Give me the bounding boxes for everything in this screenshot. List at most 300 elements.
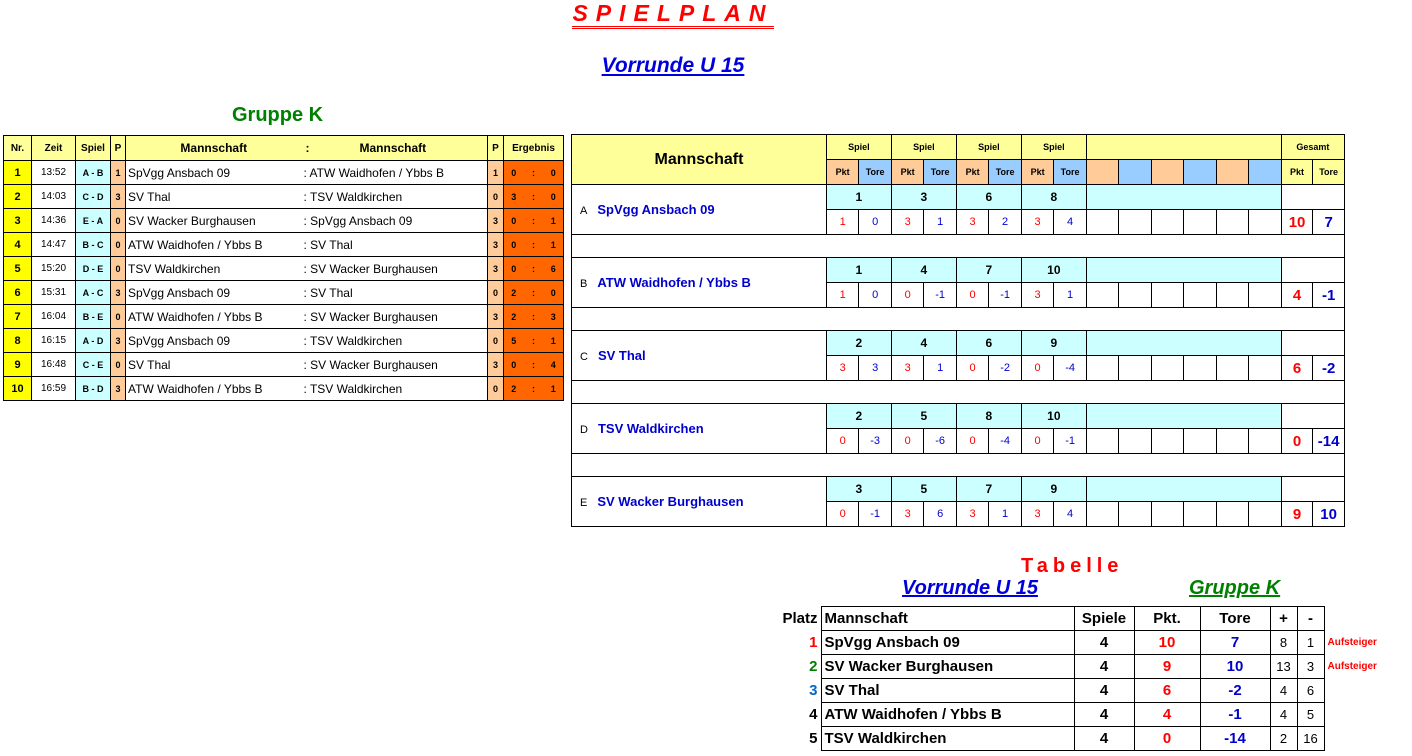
standings-team: SpVgg Ansbach 09 <box>821 631 1074 655</box>
result-points: 3 <box>1021 283 1053 308</box>
match-number: 6 <box>4 281 32 305</box>
standings-minus: 1 <box>1297 631 1324 655</box>
total-points: 10 <box>1281 210 1312 235</box>
matrix-total-header-blank <box>1281 185 1344 210</box>
home-team: TSV Waldkirchen <box>126 257 302 281</box>
standings-subtitle: Vorrunde U 15 <box>902 577 1038 599</box>
game-number: 5 <box>891 477 956 502</box>
matrix-empty-games <box>1086 185 1281 210</box>
standings-plus: 8 <box>1270 631 1297 655</box>
home-team: ATW Waidhofen / Ybbs B <box>126 305 302 329</box>
matrix-total-header-blank <box>1281 404 1344 429</box>
result-points: 3 <box>1021 502 1053 527</box>
game-number: 1 <box>826 258 891 283</box>
result-points: 1 <box>826 210 858 235</box>
game-number: 5 <box>891 404 956 429</box>
result-goals: -1 <box>989 283 1022 308</box>
home-team: SpVgg Ansbach 09 <box>126 161 302 185</box>
matrix-empty-result <box>1119 283 1151 308</box>
matrix-empty-result <box>1216 356 1248 381</box>
match-pairing: C - D <box>76 185 111 209</box>
matrix-team-cell <box>572 404 827 454</box>
result-points: 0 <box>956 356 988 381</box>
standings-spiele: 4 <box>1074 655 1134 679</box>
standings-note: Aufsteiger <box>1327 661 1377 672</box>
standings-platz: 2 <box>809 658 818 675</box>
team-letter: D <box>580 424 588 436</box>
match-time: 13:52 <box>32 161 76 185</box>
team-name: TSV Waldkirchen <box>597 421 704 436</box>
standings-header-minus: - <box>1297 607 1324 631</box>
match-pairing: C - E <box>76 353 111 377</box>
away-goals: 1 <box>544 377 564 401</box>
matrix-empty-result <box>1249 210 1282 235</box>
standings-pkt: 9 <box>1134 655 1200 679</box>
result-goals: 1 <box>1054 283 1087 308</box>
score-separator: : <box>524 185 544 209</box>
standings-tore: 7 <box>1200 631 1270 655</box>
standings-plus: 4 <box>1270 679 1297 703</box>
away-points: 3 <box>488 209 504 233</box>
away-points: 0 <box>488 185 504 209</box>
standings-header-platz: Platz <box>782 610 818 627</box>
matrix-empty-games <box>1086 331 1281 356</box>
game-number: 4 <box>891 331 956 356</box>
matrix-spacer-row <box>572 235 1345 258</box>
match-pairing: D - E <box>76 257 111 281</box>
matrix-empty-result <box>1151 429 1183 454</box>
total-points: 4 <box>1281 283 1312 308</box>
matrix-team-games-row <box>572 258 1345 283</box>
match-pairing: B - C <box>76 233 111 257</box>
game-number: 7 <box>956 258 1021 283</box>
matrix-spacer-cell <box>572 308 1345 331</box>
matrix-header-mannschaft: Mannschaft <box>572 135 827 185</box>
result-points: 0 <box>891 283 923 308</box>
away-points: 3 <box>488 257 504 281</box>
match-time: 15:20 <box>32 257 76 281</box>
away-team: : ATW Waidhofen / Ybbs B <box>302 161 488 185</box>
standings-group: Gruppe K <box>1189 577 1281 599</box>
match-time: 16:48 <box>32 353 76 377</box>
matrix-subheader-empty-tore <box>1119 160 1151 185</box>
result-points: 0 <box>891 429 923 454</box>
home-goals: 0 <box>504 257 524 281</box>
result-goals: 0 <box>859 210 892 235</box>
standings-team: TSV Waldkirchen <box>821 727 1074 751</box>
total-points: 6 <box>1281 356 1312 381</box>
result-goals: -4 <box>1054 356 1087 381</box>
result-points: 0 <box>956 429 988 454</box>
away-points: 3 <box>488 233 504 257</box>
schedule-row <box>4 329 564 353</box>
result-goals: 3 <box>859 356 892 381</box>
matrix-team-games-row <box>572 404 1345 429</box>
home-points: 3 <box>111 281 126 305</box>
schedule-header-row <box>4 136 564 161</box>
matrix-empty-result <box>1249 356 1282 381</box>
standings-minus: 3 <box>1297 655 1324 679</box>
result-goals: -6 <box>924 429 957 454</box>
matrix-empty-games <box>1086 404 1281 429</box>
result-goals: -4 <box>989 429 1022 454</box>
away-team: : TSV Waldkirchen <box>302 377 488 401</box>
match-pairing: A - B <box>76 161 111 185</box>
schedule-row <box>4 209 564 233</box>
matrix-subheader-pkt: Pkt <box>956 160 988 185</box>
matrix-empty-result <box>1119 502 1151 527</box>
team-name: SV Thal <box>597 348 646 363</box>
matrix-subheader-tore: Tore <box>1054 160 1087 185</box>
result-goals: 4 <box>1054 210 1087 235</box>
home-team: ATW Waidhofen / Ybbs B <box>126 377 302 401</box>
away-points: 0 <box>488 329 504 353</box>
away-team: : TSV Waldkirchen <box>302 329 488 353</box>
matrix-subheader-tore: Tore <box>859 160 892 185</box>
total-goals: 7 <box>1313 210 1345 235</box>
matrix-empty-result <box>1216 210 1248 235</box>
game-number: 10 <box>1021 404 1086 429</box>
standings-row <box>776 631 1412 655</box>
match-time: 16:15 <box>32 329 76 353</box>
result-points: 0 <box>956 283 988 308</box>
home-points: 0 <box>111 233 126 257</box>
matrix-empty-result <box>1184 356 1216 381</box>
matrix-total-header-blank <box>1281 258 1344 283</box>
col-header-p2: P <box>488 136 504 161</box>
match-pairing: B - D <box>76 377 111 401</box>
match-number: 4 <box>4 233 32 257</box>
result-goals: 1 <box>924 356 957 381</box>
result-goals: -1 <box>859 502 892 527</box>
total-goals: -14 <box>1313 429 1345 454</box>
matrix-empty-result <box>1086 210 1118 235</box>
standings-platz: 1 <box>809 634 818 651</box>
matrix-header-spiel-1: Spiel <box>826 135 891 160</box>
standings-team: SV Thal <box>821 679 1074 703</box>
matrix-empty-result <box>1184 210 1216 235</box>
standings-table <box>776 606 1412 751</box>
matrix-empty-result <box>1184 283 1216 308</box>
total-goals: -1 <box>1313 283 1345 308</box>
schedule-row <box>4 233 564 257</box>
match-number: 5 <box>4 257 32 281</box>
standings-tore: -2 <box>1200 679 1270 703</box>
home-team: SpVgg Ansbach 09 <box>126 281 302 305</box>
team-letter: C <box>580 351 588 363</box>
matrix-subheader-empty-tore <box>1249 160 1282 185</box>
standings-spiele: 4 <box>1074 631 1134 655</box>
result-points: 3 <box>956 210 988 235</box>
score-separator: : <box>524 377 544 401</box>
result-goals: -3 <box>859 429 892 454</box>
game-number: 7 <box>956 477 1021 502</box>
col-header-zeit: Zeit <box>32 136 76 161</box>
away-team: : SV Wacker Burghausen <box>302 353 488 377</box>
matrix-empty-result <box>1119 210 1151 235</box>
matrix-team-cell <box>572 477 827 527</box>
score-separator: : <box>524 281 544 305</box>
matrix-empty-result <box>1249 429 1282 454</box>
result-points: 0 <box>826 502 858 527</box>
result-points: 3 <box>891 210 923 235</box>
total-goals: -2 <box>1313 356 1345 381</box>
home-points: 0 <box>111 257 126 281</box>
away-team: : SV Thal <box>302 233 488 257</box>
away-team: : SV Wacker Burghausen <box>302 305 488 329</box>
matrix-header-spiel-2: Spiel <box>891 135 956 160</box>
standings-header-tore: Tore <box>1200 607 1270 631</box>
matrix-empty-games <box>1086 477 1281 502</box>
score-separator: : <box>524 233 544 257</box>
away-goals: 1 <box>544 209 564 233</box>
matrix-empty-result <box>1119 429 1151 454</box>
home-team: SV Wacker Burghausen <box>126 209 302 233</box>
standings-title: Tabelle <box>1021 555 1124 577</box>
matrix-empty-result <box>1184 429 1216 454</box>
score-separator: : <box>524 353 544 377</box>
away-goals: 1 <box>544 233 564 257</box>
standings-plus: 4 <box>1270 703 1297 727</box>
matrix-spacer-cell <box>572 381 1345 404</box>
away-goals: 0 <box>544 281 564 305</box>
away-points: 1 <box>488 161 504 185</box>
home-team: SpVgg Ansbach 09 <box>126 329 302 353</box>
home-goals: 3 <box>504 185 524 209</box>
home-points: 0 <box>111 353 126 377</box>
standings-plus: 2 <box>1270 727 1297 751</box>
standings-minus: 16 <box>1297 727 1324 751</box>
matrix-subheader-gesamt-pkt: Pkt <box>1281 160 1312 185</box>
result-points: 0 <box>1021 356 1053 381</box>
result-points: 3 <box>1021 210 1053 235</box>
away-goals: 0 <box>544 185 564 209</box>
standings-header-note <box>1324 607 1412 631</box>
result-goals: 1 <box>989 502 1022 527</box>
standings-tore: 10 <box>1200 655 1270 679</box>
team-letter: E <box>580 497 588 509</box>
score-separator: : <box>524 209 544 233</box>
team-name: SV Wacker Burghausen <box>597 494 744 509</box>
away-goals: 3 <box>544 305 564 329</box>
home-goals: 0 <box>504 353 524 377</box>
schedule-row <box>4 185 564 209</box>
game-number: 8 <box>1021 185 1086 210</box>
standings-tore: -1 <box>1200 703 1270 727</box>
result-goals: 1 <box>924 210 957 235</box>
matrix-empty-games <box>1086 258 1281 283</box>
standings-team: SV Wacker Burghausen <box>821 655 1074 679</box>
match-pairing: A - C <box>76 281 111 305</box>
team-name: ATW Waidhofen / Ybbs B <box>597 275 751 290</box>
away-points: 3 <box>488 353 504 377</box>
home-goals: 2 <box>504 305 524 329</box>
standings-spiele: 4 <box>1074 727 1134 751</box>
away-goals: 4 <box>544 353 564 377</box>
team-name: SpVgg Ansbach 09 <box>597 202 715 217</box>
total-goals: 10 <box>1313 502 1345 527</box>
result-points: 3 <box>891 502 923 527</box>
col-header-p: P <box>111 136 126 161</box>
away-goals: 1 <box>544 329 564 353</box>
standings-platz: 5 <box>809 730 818 747</box>
total-points: 0 <box>1281 429 1312 454</box>
matrix-empty-result <box>1086 502 1118 527</box>
matrix-spacer-row <box>572 308 1345 331</box>
matrix-spacer-row <box>572 454 1345 477</box>
score-separator: : <box>524 305 544 329</box>
total-points: 9 <box>1281 502 1312 527</box>
matrix-team-games-row <box>572 477 1345 502</box>
home-team: SV Thal <box>126 185 302 209</box>
matrix-header-gesamt: Gesamt <box>1281 135 1344 160</box>
result-goals: 2 <box>989 210 1022 235</box>
standings-header-spiele: Spiele <box>1074 607 1134 631</box>
home-goals: 2 <box>504 281 524 305</box>
home-team: SV Thal <box>126 353 302 377</box>
matrix-subheader-pkt: Pkt <box>1021 160 1053 185</box>
home-goals: 2 <box>504 377 524 401</box>
result-points: 0 <box>1021 429 1053 454</box>
standings-minus: 5 <box>1297 703 1324 727</box>
team-letter: A <box>580 205 588 217</box>
game-number: 4 <box>891 258 956 283</box>
schedule-row <box>4 305 564 329</box>
result-goals: 0 <box>859 283 892 308</box>
matrix-empty-result <box>1249 283 1282 308</box>
standings-header-pkt: Pkt. <box>1134 607 1200 631</box>
col-header-team1 <box>126 136 302 161</box>
matrix-team-games-row <box>572 185 1345 210</box>
standings-team: ATW Waidhofen / Ybbs B <box>821 703 1074 727</box>
match-number: 1 <box>4 161 32 185</box>
col-header-team2 <box>302 136 488 161</box>
standings-header-row <box>776 607 1412 631</box>
game-number: 6 <box>956 185 1021 210</box>
result-goals: -2 <box>989 356 1022 381</box>
standings-note: Aufsteiger <box>1327 637 1377 648</box>
col-header-nr: Nr. <box>4 136 32 161</box>
standings-platz: 3 <box>809 682 818 699</box>
home-points: 1 <box>111 161 126 185</box>
away-goals: 6 <box>544 257 564 281</box>
matrix-subheader-pkt: Pkt <box>891 160 923 185</box>
matrix-subheader-pkt: Pkt <box>826 160 858 185</box>
home-points: 3 <box>111 329 126 353</box>
away-points: 0 <box>488 281 504 305</box>
home-team: ATW Waidhofen / Ybbs B <box>126 233 302 257</box>
game-number: 1 <box>826 185 891 210</box>
col-header-spiel: Spiel <box>76 136 111 161</box>
group-title: Gruppe K <box>232 104 324 126</box>
result-points: 3 <box>956 502 988 527</box>
matrix-empty-result <box>1216 502 1248 527</box>
matrix-header-spiel-4: Spiel <box>1021 135 1086 160</box>
matrix-empty-result <box>1151 210 1183 235</box>
col-header-team1-label: Mannschaft <box>180 141 248 155</box>
matrix-empty-result <box>1249 502 1282 527</box>
schedule-row <box>4 353 564 377</box>
match-number: 2 <box>4 185 32 209</box>
team-letter: B <box>580 278 588 290</box>
matrix-empty-result <box>1151 502 1183 527</box>
standings-spiele: 4 <box>1074 703 1134 727</box>
schedule-table <box>3 135 564 401</box>
standings-note <box>1324 727 1412 751</box>
result-goals: -1 <box>1054 429 1087 454</box>
home-goals: 0 <box>504 209 524 233</box>
standings-pkt: 10 <box>1134 631 1200 655</box>
match-time: 14:36 <box>32 209 76 233</box>
game-number: 6 <box>956 331 1021 356</box>
standings-spiele: 4 <box>1074 679 1134 703</box>
results-matrix <box>571 134 1345 527</box>
away-team: : SV Wacker Burghausen <box>302 257 488 281</box>
match-number: 7 <box>4 305 32 329</box>
standings-note <box>1324 703 1412 727</box>
matrix-total-header-blank <box>1281 331 1344 356</box>
home-goals: 0 <box>504 161 524 185</box>
schedule-row <box>4 161 564 185</box>
away-points: 0 <box>488 377 504 401</box>
standings-minus: 6 <box>1297 679 1324 703</box>
standings-pkt: 4 <box>1134 703 1200 727</box>
home-points: 0 <box>111 305 126 329</box>
schedule-row <box>4 281 564 305</box>
matrix-team-cell <box>572 331 827 381</box>
matrix-team-cell <box>572 185 827 235</box>
matrix-empty-result <box>1086 283 1118 308</box>
match-time: 14:03 <box>32 185 76 209</box>
match-pairing: E - A <box>76 209 111 233</box>
away-team: : TSV Waldkirchen <box>302 185 488 209</box>
score-separator: : <box>524 329 544 353</box>
schedule-row <box>4 257 564 281</box>
matrix-subheader-tore: Tore <box>924 160 957 185</box>
standings-tore: -14 <box>1200 727 1270 751</box>
standings-row <box>776 703 1412 727</box>
col-header-team2-label: Mannschaft <box>359 141 427 155</box>
away-points: 3 <box>488 305 504 329</box>
matrix-total-header-blank <box>1281 477 1344 502</box>
away-team: : SV Thal <box>302 281 488 305</box>
game-number: 9 <box>1021 331 1086 356</box>
matrix-empty-result <box>1184 502 1216 527</box>
matrix-subheader-empty-pkt <box>1151 160 1183 185</box>
matrix-team-games-row <box>572 331 1345 356</box>
away-goals: 0 <box>544 161 564 185</box>
standings-pkt: 0 <box>1134 727 1200 751</box>
col-header-sep: : <box>305 141 310 155</box>
home-goals: 5 <box>504 329 524 353</box>
matrix-subheader-empty-pkt <box>1086 160 1118 185</box>
home-goals: 0 <box>504 233 524 257</box>
match-number: 10 <box>4 377 32 401</box>
schedule-row <box>4 377 564 401</box>
matrix-empty-result <box>1216 429 1248 454</box>
result-points: 3 <box>891 356 923 381</box>
match-pairing: B - E <box>76 305 111 329</box>
match-number: 9 <box>4 353 32 377</box>
matrix-empty-result <box>1086 356 1118 381</box>
game-number: 10 <box>1021 258 1086 283</box>
match-number: 3 <box>4 209 32 233</box>
match-time: 14:47 <box>32 233 76 257</box>
matrix-header-empty <box>1086 135 1281 160</box>
score-separator: : <box>524 161 544 185</box>
game-number: 2 <box>826 331 891 356</box>
away-team: : SpVgg Ansbach 09 <box>302 209 488 233</box>
